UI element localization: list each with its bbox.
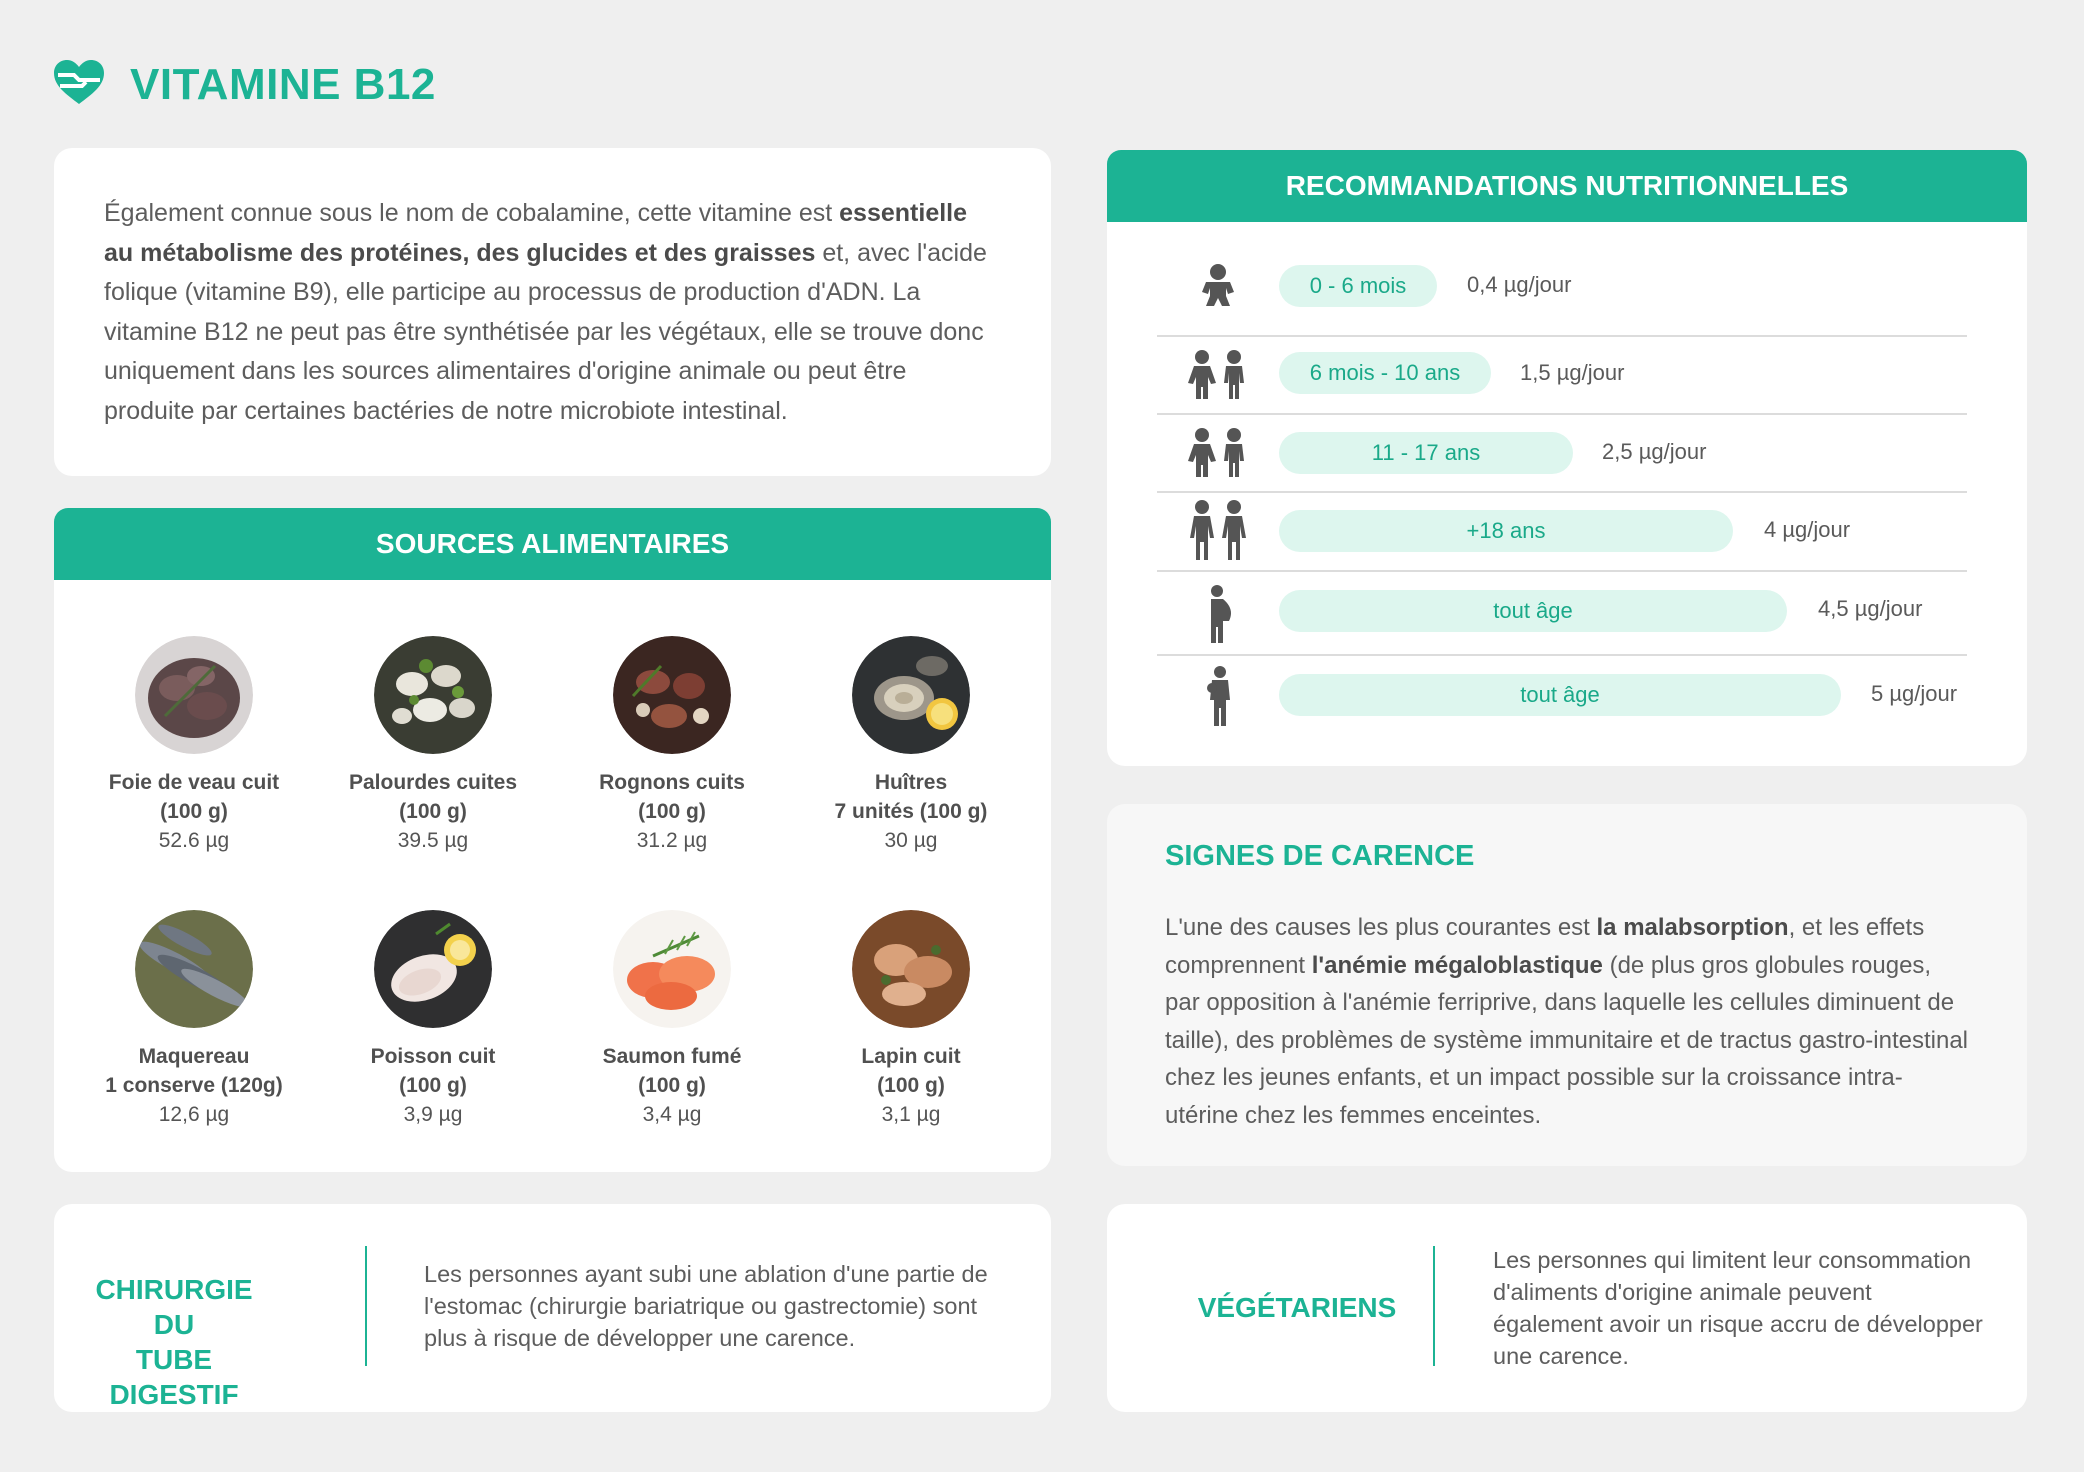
food-item — [313, 636, 553, 856]
food-value: 12,6 µg — [158, 1103, 230, 1126]
food-name: Poisson cuit — [370, 1045, 496, 1068]
teens-icon — [1186, 427, 1250, 484]
food-value: 30 µg — [884, 829, 938, 852]
vegetarians-text: Les personnes qui limitent leur consommation d'aliments d'origine animale peuvent également avoir un risque accru de développer une carence. — [1493, 1247, 1983, 1369]
food-value: 3,1 µg — [881, 1103, 941, 1126]
dose-value: 2,5 µg/jour — [1602, 439, 1707, 464]
deficiency-bold-1: la malabsorption — [1596, 914, 1789, 941]
row-divider — [1157, 413, 1967, 415]
food-item — [313, 910, 553, 1130]
food-portion: (100 g) — [399, 800, 467, 823]
food-image-rognons — [613, 636, 731, 754]
dose-value: 1,5 µg/jour — [1520, 360, 1625, 385]
food-portion: 7 unités (100 g) — [834, 800, 988, 823]
row-divider — [1157, 570, 1967, 572]
food-name: Maquereau — [138, 1045, 250, 1068]
age-group-pill: 11 - 17 ans — [1279, 432, 1573, 474]
dose-value: 4,5 µg/jour — [1818, 596, 1923, 621]
title-row — [52, 58, 436, 111]
intro-text-part2: et, avec l'acide folique (vitamine B9), elle participe au processus de production d'ADN. La vitamine B12 ne peut pas être synthétisée par les végétaux, elle se trouve donc uniquement dans les sources alimentaires d'origine animale ou peut être produite par certaines bactéries de notre microbiote intestinal. — [104, 238, 987, 425]
food-value: 39.5 µg — [397, 829, 469, 852]
food-name: Palourdes cuites — [348, 771, 518, 794]
food-name: Huîtres — [874, 771, 948, 794]
sources-card — [54, 508, 1051, 1172]
vegetarians-card — [1107, 1204, 2027, 1412]
dose-value: 0,4 µg/jour — [1467, 272, 1572, 297]
food-value: 52.6 µg — [158, 829, 230, 852]
page-title: VITAMINE B12 — [130, 59, 436, 109]
children-icon — [1186, 349, 1250, 406]
food-value: 3,4 µg — [642, 1103, 702, 1126]
dose-value: 4 µg/jour — [1764, 517, 1851, 542]
surgery-card — [54, 1204, 1051, 1412]
deficiency-card — [1107, 804, 2027, 1166]
food-item — [791, 910, 1031, 1130]
intro-text-part1: Également connue sous le nom de cobalamine, cette vitamine est — [104, 199, 840, 227]
adults-icon — [1186, 500, 1250, 567]
food-item — [552, 636, 792, 856]
heart-logo-icon — [52, 58, 106, 111]
deficiency-text-1: L'une des causes les plus courantes est — [1165, 914, 1597, 941]
intro-text — [104, 194, 1001, 431]
food-portion: (100 g) — [877, 1074, 945, 1097]
baby-icon — [1200, 262, 1236, 313]
sources-title: SOURCES ALIMENTAIRES — [54, 508, 1051, 580]
deficiency-text — [1165, 909, 1969, 1134]
food-name: Lapin cuit — [861, 1045, 961, 1068]
deficiency-text-3: (de plus gros globules rouges, par opposition à l'anémie ferriprive, dans laquelle les cellules diminuent de taille), des problèmes de système immunitaire et de tractus gastro-intestinal chez les jeunes enfants, et un impact possible sur la croissance intra-utérine chez les femmes enceintes. — [1165, 951, 1969, 1129]
food-portion: 1 conserve (120g) — [105, 1074, 283, 1097]
food-image-lapin — [852, 910, 970, 1028]
surgery-title — [74, 1272, 274, 1412]
food-item — [74, 910, 314, 1130]
food-image-maquereau — [135, 910, 253, 1028]
food-image-poisson — [374, 910, 492, 1028]
food-portion: (100 g) — [160, 800, 228, 823]
food-name: Saumon fumé — [602, 1045, 742, 1068]
food-item — [552, 910, 792, 1130]
age-group-pill: +18 ans — [1279, 510, 1733, 552]
recommendations-card — [1107, 150, 2027, 766]
deficiency-text-2: , et les effets comprennent — [1165, 914, 1925, 979]
vegetarians-divider — [1433, 1246, 1435, 1366]
pregnant-woman-icon — [1205, 585, 1237, 650]
food-value: 31.2 µg — [636, 829, 708, 852]
food-item — [791, 636, 1031, 856]
food-name: Foie de veau cuit — [108, 771, 280, 794]
surgery-divider — [365, 1246, 367, 1366]
dose-value: 5 µg/jour — [1871, 681, 1958, 706]
age-group-pill: 6 mois - 10 ans — [1279, 352, 1491, 394]
food-name: Rognons cuits — [599, 771, 745, 794]
row-divider — [1157, 654, 1967, 656]
food-item — [74, 636, 314, 856]
breastfeeding-woman-icon — [1203, 666, 1237, 733]
food-image-huitres — [852, 636, 970, 754]
recommendations-title: RECOMMANDATIONS NUTRITIONNELLES — [1107, 150, 2027, 222]
vegetarians-title: VÉGÉTARIENS — [1197, 1292, 1397, 1323]
intro-card — [54, 148, 1051, 476]
age-group-pill: 0 - 6 mois — [1279, 265, 1437, 307]
surgery-title-line1: CHIRURGIE DU — [95, 1274, 253, 1340]
deficiency-bold-2: l'anémie mégaloblastique — [1311, 951, 1603, 979]
food-value: 3,9 µg — [403, 1103, 463, 1126]
surgery-title-line2: TUBE DIGESTIF — [109, 1344, 239, 1410]
age-group-pill: tout âge — [1279, 590, 1787, 632]
food-portion: (100 g) — [638, 800, 706, 823]
food-image-palourdes — [374, 636, 492, 754]
food-portion: (100 g) — [638, 1074, 706, 1097]
intro-text-bold: essentielle au métabolisme des protéines, des glucides et des graisses — [104, 199, 968, 267]
food-image-saumon — [613, 910, 731, 1028]
food-image-foie-de-veau — [135, 636, 253, 754]
deficiency-title: SIGNES DE CARENCE — [1165, 840, 1475, 872]
age-group-pill: tout âge — [1279, 674, 1841, 716]
surgery-text: Les personnes ayant subi une ablation d'une partie de l'estomac (chirurgie bariatrique ou gastrectomie) sont plus à risque de développer une carence. — [424, 1261, 988, 1351]
row-divider — [1157, 491, 1967, 493]
food-portion: (100 g) — [399, 1074, 467, 1097]
row-divider — [1157, 335, 1967, 337]
